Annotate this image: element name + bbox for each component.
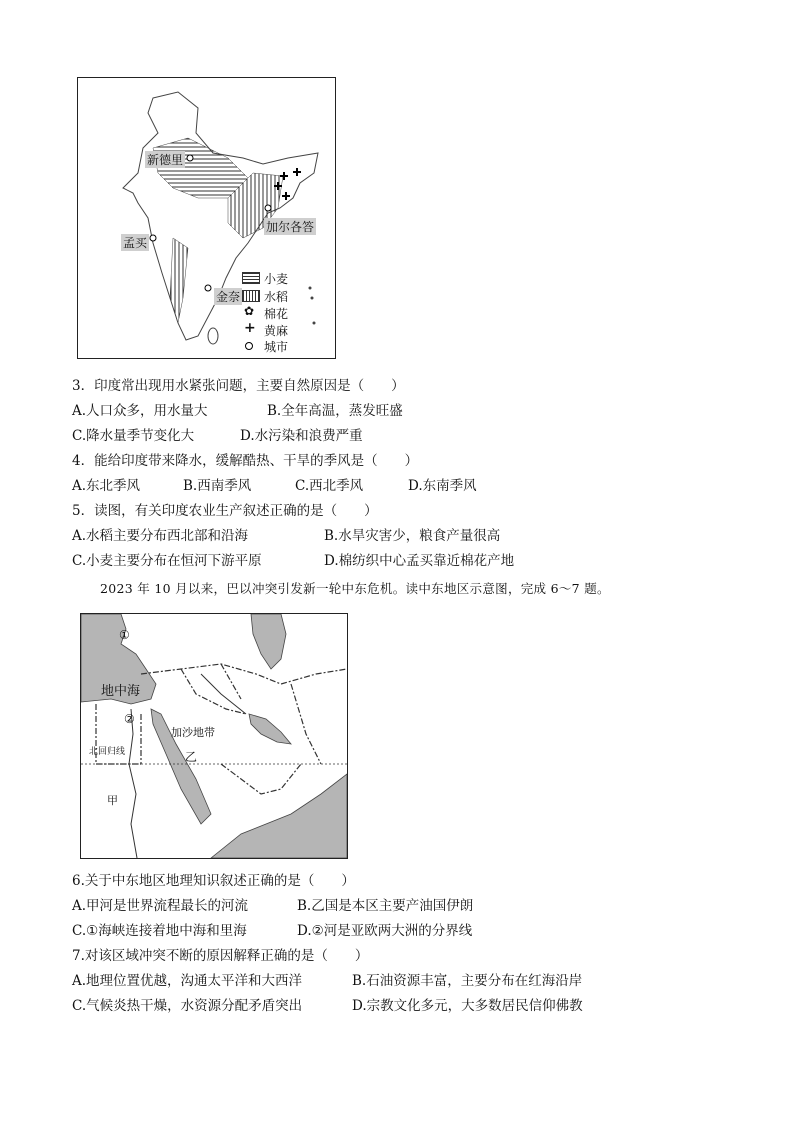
cotton-icon: ✿ bbox=[244, 304, 255, 318]
q5-option-d: D.棉纺织中心孟买靠近棉花产地 bbox=[324, 553, 515, 569]
q4-option-b: B.西南季风 bbox=[183, 478, 252, 494]
jute-icon: + bbox=[244, 320, 256, 336]
legend-cotton: 棉花 bbox=[264, 307, 289, 321]
city-icon bbox=[245, 342, 253, 350]
legend-wheat: 小麦 bbox=[264, 272, 289, 286]
q5-option-c: C.小麦主要分布在恒河下游平原 bbox=[72, 553, 262, 569]
q7-option-a: A.地理位置优越，沟通太平洋和大西洋 bbox=[72, 973, 303, 989]
q5-option-b: B.水旱灾害少，粮食产量很高 bbox=[324, 528, 501, 544]
india-map bbox=[77, 77, 336, 359]
question-5-stem: 5．读图，有关印度农业生产叙述正确的是（ ） bbox=[72, 503, 378, 519]
q3-option-d: D.水污染和浪费严重 bbox=[240, 428, 363, 444]
q6-option-a: A.甲河是世界流程最长的河流 bbox=[72, 898, 249, 914]
marker-strait-1: ① bbox=[119, 628, 130, 642]
city-label-kolkata: 加尔各答 bbox=[266, 220, 315, 234]
country-yi-label: 乙 bbox=[185, 750, 198, 764]
q3-option-c: C.降水量季节变化大 bbox=[72, 428, 195, 444]
city-label-chennai: 金奈 bbox=[216, 290, 241, 304]
q4-option-a: A.东北季风 bbox=[72, 478, 141, 494]
q4-option-c: C.西北季风 bbox=[295, 478, 364, 494]
q3-option-a: A.人口众多，用水量大 bbox=[72, 403, 208, 419]
q7-option-b: B.石油资源丰富，主要分布在红海沿岸 bbox=[352, 973, 583, 989]
q7-option-c: C.气候炎热干燥，水资源分配矛盾突出 bbox=[72, 998, 303, 1014]
q6-option-c: C.①海峡连接着地中海和里海 bbox=[72, 923, 247, 939]
legend-city: 城市 bbox=[264, 340, 289, 354]
question-7-stem: 7.对该区域冲突不断的原因解释正确的是（ ） bbox=[72, 948, 369, 964]
marker-river-2: ② bbox=[124, 712, 135, 726]
question-3-stem: 3．印度常出现用水紧张问题，主要自然原因是（ ） bbox=[72, 378, 405, 394]
legend-jute: 黄麻 bbox=[264, 324, 289, 338]
wheat-legend-swatch bbox=[242, 272, 260, 284]
section-intro: 2023 年 10 月以来，巴以冲突引发新一轮中东危机。读中东地区示意图，完成 6～7 题。 bbox=[100, 581, 610, 596]
q4-option-d: D.东南季风 bbox=[408, 478, 477, 494]
legend-rice: 水稻 bbox=[264, 290, 289, 304]
q6-option-d: D.②河是亚欧两大洲的分界线 bbox=[297, 923, 473, 939]
gaza-strip-label: 加沙地带 bbox=[171, 726, 215, 739]
middle-east-map bbox=[80, 613, 348, 859]
mediterranean-label: 地中海 bbox=[101, 684, 141, 699]
question-6-stem: 6.关于中东地区地理知识叙述正确的是（ ） bbox=[72, 873, 355, 889]
city-label-mumbai: 孟买 bbox=[123, 236, 148, 250]
rice-legend-swatch bbox=[242, 290, 260, 302]
q6-option-b: B.乙国是本区主要产油国伊朗 bbox=[297, 898, 474, 914]
q7-option-d: D.宗教文化多元，大多数居民信仰佛教 bbox=[352, 998, 583, 1014]
tropic-of-cancer-label: 北回归线 bbox=[89, 747, 126, 757]
q5-option-a: A.水稻主要分布西北部和沿海 bbox=[72, 528, 249, 544]
river-jia-label: 甲 bbox=[107, 794, 118, 807]
city-label-new-delhi: 新德里 bbox=[147, 153, 184, 167]
question-4-stem: 4．能给印度带来降水，缓解酷热、干旱的季风是（ ） bbox=[72, 453, 419, 469]
q3-option-b: B.全年高温，蒸发旺盛 bbox=[267, 403, 403, 419]
